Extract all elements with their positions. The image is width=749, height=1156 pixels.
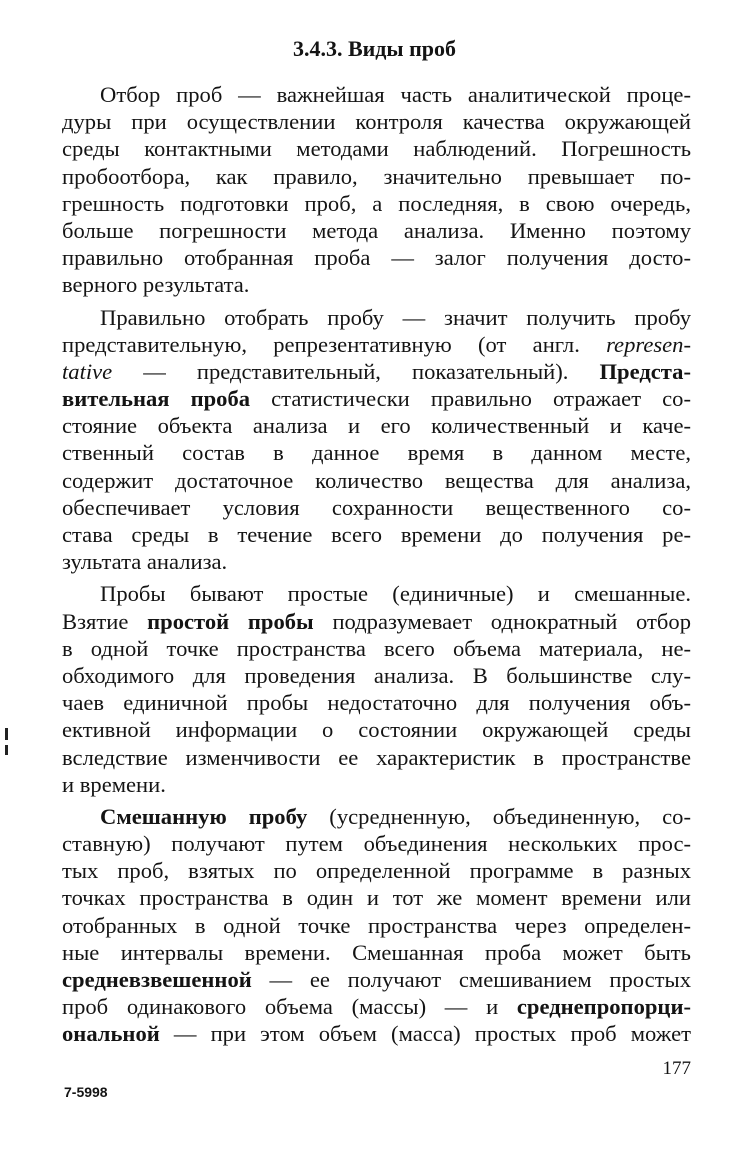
text-run: ственный состав в данное время в данном месте, <box>62 440 691 466</box>
text-line <box>62 244 691 271</box>
text-line <box>62 271 691 298</box>
text-run: става среды в течение всего времени до получения ре- <box>62 522 691 547</box>
text-line <box>62 439 691 466</box>
text-run: ставную) получают путем объединения нескольких прос- <box>62 831 691 857</box>
text-line <box>62 494 691 521</box>
text-run: и времени. <box>62 771 166 797</box>
paragraph <box>62 580 691 798</box>
text-run: тых проб, взятых по определенной программе в разных <box>62 858 691 884</box>
text-run: Правильно отобрать пробу — значит получить пробу <box>100 304 691 330</box>
text-run: — при этом объем (масса) простых проб может <box>159 1021 691 1047</box>
body-text <box>62 81 691 1048</box>
text-run: грешность подготовки проб, а последняя, в свою очередь, <box>62 190 691 216</box>
text-line <box>62 1020 691 1047</box>
text-run: — представительный, показательный). <box>112 358 600 384</box>
paragraph <box>62 81 691 299</box>
text-line <box>62 966 691 993</box>
text-run: чаев единичной пробы недостаточно для получения объ- <box>62 690 691 716</box>
text-run: (усредненную, объединенную, со- <box>307 803 691 829</box>
section-heading: 3.4.3. Виды проб <box>292 36 457 61</box>
text-line <box>62 135 691 162</box>
text-line <box>62 744 691 771</box>
text-run: статистически правильно отражает со- <box>250 386 691 412</box>
signature-mark: 7-5998 <box>64 1084 108 1100</box>
text-line <box>62 331 691 358</box>
bold-term: Предста- <box>599 358 691 384</box>
bold-term: вительная проба <box>62 386 251 412</box>
text-run: ективной информации о состоянии окружающей среды <box>62 717 691 743</box>
text-run: представительную, репрезентативную (от англ. <box>62 331 607 357</box>
text-line <box>62 548 691 575</box>
text-run: обеспечивает условия сохранности вещественного со- <box>62 494 691 520</box>
text-line <box>62 190 691 217</box>
text-line <box>62 608 691 635</box>
text-line <box>62 163 691 190</box>
text-line <box>62 304 691 331</box>
text-run: точках пространства в один и тот же момент времени или <box>62 885 691 911</box>
text-line <box>62 884 691 911</box>
text-line <box>62 771 691 798</box>
text-line <box>62 580 691 607</box>
text-run: дуры при осуществлении контроля качества окружающей <box>62 109 691 135</box>
text-run: среды контактными методами наблюдений. Погрешность <box>62 136 691 162</box>
text-line <box>62 217 691 244</box>
text-line <box>62 716 691 743</box>
bold-term: Смешанную пробу <box>100 803 308 829</box>
bold-term: средневзвешенной <box>62 967 252 992</box>
paragraph <box>62 304 691 576</box>
bold-term: среднепропорци- <box>516 994 691 1020</box>
text-run: верного результата. <box>62 272 250 298</box>
paragraph <box>62 803 691 1048</box>
text-line <box>62 939 691 966</box>
text-run: Взятие <box>62 608 148 634</box>
text-run: Пробы бывают простые (единичные) и смешанные. <box>100 581 691 607</box>
text-run: подразумевает однократный отбор <box>313 608 691 634</box>
text-run: в одной точке пространства всего объема материала, не- <box>62 635 691 661</box>
text-line <box>62 830 691 857</box>
text-line <box>62 385 691 412</box>
margin-mark <box>5 728 8 740</box>
text-run: проб одинакового объема (массы) — и <box>62 994 517 1020</box>
text-run: отобранных в одной точке пространства через определен- <box>62 912 691 938</box>
text-line <box>62 81 691 108</box>
text-line <box>62 662 691 689</box>
text-run: вследствие изменчивости ее характеристик в пространстве <box>62 744 691 770</box>
text-run: — ее получают смешиванием простых <box>251 967 691 992</box>
text-run: зультата анализа. <box>62 549 228 575</box>
text-line <box>62 803 691 830</box>
text-run: больше погрешности метода анализа. Именно поэтому <box>62 217 691 243</box>
italic-term: tative <box>62 358 113 384</box>
text-run: обходимого для проведения анализа. В большинстве слу- <box>62 662 691 688</box>
text-line <box>62 521 691 548</box>
bold-term: ональной <box>62 1021 160 1047</box>
text-line <box>62 993 691 1020</box>
text-run: Отбор проб — важнейшая часть аналитической проце- <box>100 82 691 107</box>
bold-term: простой пробы <box>147 608 314 634</box>
text-run: правильно отобранная проба — залог получения досто- <box>62 245 691 271</box>
text-line <box>62 467 691 494</box>
text-run: стояние объекта анализа и его количественный и каче- <box>62 413 691 439</box>
text-line <box>62 857 691 884</box>
italic-term: represen- <box>606 331 691 357</box>
text-line <box>62 912 691 939</box>
text-line <box>62 108 691 135</box>
text-line <box>62 412 691 439</box>
text-run: ные интервалы времени. Смешанная проба может быть <box>62 939 691 965</box>
text-run: пробоотбора, как правило, значительно превышает по- <box>62 163 691 189</box>
text-line <box>62 358 691 385</box>
text-line <box>62 689 691 716</box>
text-run: содержит достаточное количество вещества для анализа, <box>62 467 691 493</box>
text-line <box>62 635 691 662</box>
page-number: 177 <box>662 1058 691 1079</box>
margin-mark <box>5 745 8 755</box>
